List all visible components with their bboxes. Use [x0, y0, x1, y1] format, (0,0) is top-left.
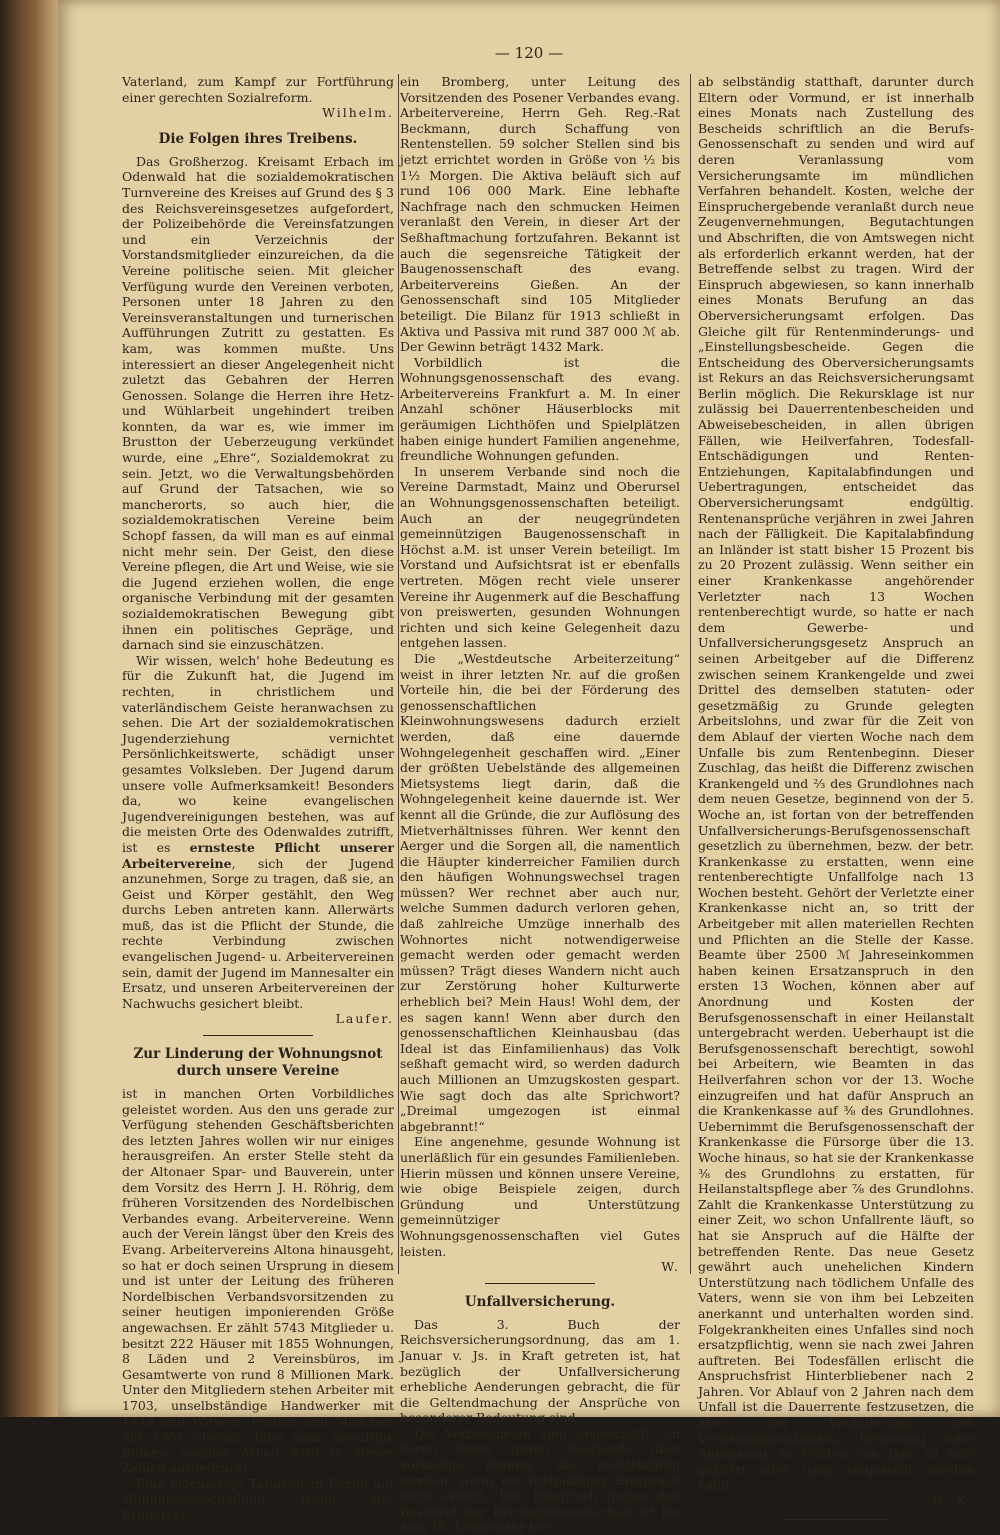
article-paragraph: Die „Westdeutsche Arbeiterzeitung“ weist in ihrer letzten Nr. auf die großen Vorteile hin, die bei der Förderung des genossenschaftlichen Kleinwohnungswesens dadurch erzielt werden, daß eine dauernde Wohngelegenheit geschaffen wird. „Einer der größten Uebelstände des allgemeinen Mietsystems liegt darin, daß die Wohngelegenheit keine dauernde ist. Wer kennt all die Gründe, die zur Auflösung des Mietverhältnisses führen. Wer kennt den Aerger und die Sorgen all, die namentlich die Häupter kinderreicher Familien durch den häufigen Wohnungswechsel tragen müssen? Wer rechnet aber auch nur, welche Summen dadurch verloren gehen, daß zahlreiche Umzüge innerhalb des Wohnortes nicht notwendigerweise gemacht werden oder gemacht werden müssen? Trägt dieses Wandern nicht auch zur Zerstörung hoher Kulturwerte erheblich bei? Mein Haus! Wohl dem, der es sagen kann! Wenn aber durch den genossenschaftlichen Kleinhausbau (das Ideal ist das Einfamilienhaus) das Volk seßhaft gemacht wird, so werden dadurch auch Millionen an Umzugskosten gespart. Wie sagt doch das alte Sprichwort? „Dreimal umgezogen ist einmal abgebrannt!“ — [400, 650, 680, 1134]
page-number: — 120 — — [494, 44, 564, 62]
article-paragraph: Vorbildlich ist die Wohnungsgenossenschaft des evang. Arbeitervereins Frankfurt a. M. In einer Anzahl schöner Häuserblocks mit geräumigen Lichthöfen und Spielplätzen haben einige hundert Familien angenehme, freundliche Wohnungen gefunden. — [400, 354, 680, 464]
column-right — [698, 74, 975, 1509]
article-title-unfallversicherung: Unfallversicherung. — [464, 1293, 616, 1310]
section-divider — [203, 1035, 313, 1036]
column-left — [122, 74, 394, 1523]
article-signature: W. — [661, 1259, 680, 1275]
article-paragraph: In unserem Verbande sind noch die Vereine Darmstadt, Mainz und Oberursel an Wohnungsgenossenschaften beteiligt. Auch an der neugegründeten gemeinnützigen Baugenossenschaft in Höchst a.M. ist unser Verein beteiligt. Im Vorstand und Aufsichtsrat ist er ebenfalls vertreten. Mögen recht viele unserer Vereine ihr Augenmerk auf die Beschaffung von preiswerten, gesunden Wohnungen richten und sich keine Gelegenheit dazu entgehen lassen. — [400, 463, 680, 651]
intro-signature: Wilhelm. — [322, 105, 394, 121]
intro-text: Vaterland, zum Kampf zur Fortführung einer gerechten Sozialreform. — [122, 74, 394, 105]
article-paragraph: ab selbständig statthaft, darunter durch Eltern oder Vormund, er ist innerhalb eines Monats nach Zustellung des Bescheids schriftlich an die Berufs-Genossenschaft zu senden und wird auf deren Veranlassung vom Versicherungsamte im mündlichen Verfahren behandelt. Kosten, welche der Einspruchergebende veranlaßt durch neue Zeugenvernehmungen, Begutachtungen und Abschriften, die von Amtswegen nicht als erforderlich erkannt werden, hat der Betreffende selbst zu tragen. Wird der Einspruch abgewiesen, so kann innerhalb eines Monats Berufung an das Oberversicherungsamt erfolgen. Das Gleiche gilt für Rentenminderungs- und „Einstellungsbescheide. Gegen die Entscheidung des Oberversicherungsamts ist Rekurs an das Reichsversicherungsamt Berlin möglich. Die Rekursklage ist nur zulässig bei Dauerrentenbescheiden und Abweisebescheiden, in allen übrigen Fällen, wie Heilverfahren, Todesfall-Entschädigungen und Renten-Entziehungen, Kapitalabfindungen und Uebertragungen, entscheidet das Oberversicherungsamt endgültig. Rentenansprüche verjähren in zwei Jahren nach der Fälligkeit. Die Kapitalabfindung an Inländer ist statt bisher 15 Prozent bis zu 20 Prozent zulässig. Wenn seither ein einer Krankenkasse angehörender Verletzter nach 13 Wochen rentenberechtigt wurde, so hatte er nach dem Gewerbe- und Unfallversicherungsgesetz Anspruch an seinen Arbeitgeber auf die Differenz zwischen seinem Krankengelde und zwei Drittel des demselben statuten- oder gesetzmäßig zu Grunde gelegten Arbeitslohns, und zwar für die Zeit von dem Ablauf der vierten Woche nach dem Unfalle bis zum Rentenbeginn. Dieser Zuschlag, das heißt die Differenz zwischen Krankengeld und ⅔ des Grundlohnes nach dem neuen Gesetze, beginnend von der 5. Woche an, ist fortan von der betreffenden Unfallversicherungs-Berufsgenossenschaft gesetzlich zu übernehmen, bezw. der betr. Krankenkasse zu erstatten, wenn eine rentenberechtigte Unfallfolge nach 13 Wochen besteht. Gehört der Verletzte einer Krankenkasse nicht an, so tritt der Arbeitgeber mit allen materiellen Rechten und Pflichten an die Stelle der Kasse. Beamte über 2500 ℳ Jahreseinkommen haben keinen Ersatzanspruch in den ersten 13 Wochen, können aber auf Anordnung und Kosten der Berufsgenossenschaft in einer Heilanstalt untergebracht werden. Ueberhaupt ist die Berufsgenossenschaft berechtigt, sowohl bei Arbeitern, wie Beamten in das Heilverfahren schon vor der 13. Woche einzugreifen und hat dafür Anspruch an die Krankenkasse auf ⅜ des Grundlohnes. Uebernimmt die Berufsgenossenschaft der Krankenkasse die Fürsorge über die 13. Woche hinaus, so hat sie der Krankenkasse ⅜ des Grundlohns zu erstatten, für Heilanstaltspflege aber ⅞ des Grundlohns. Zahlt die Krankenkasse Unterstützung zu einer Zeit, wo schon Unfallrente läuft, so hat sie Anspruch auf die Hälfte der betreffenden Rente. Das neue Gesetz gewährt auch unehelichen Kindern Unterstützung nach tödlichem Unfalle des Vaters, wenn sie von ihm bei Lebzeiten anerkannt und unterhalten worden sind. Folgekrankheiten eines Unfalles sind noch ersatzpflichtig, wenn sie nach zwei Jahren auftreten. Bei Todesfällen erlischt die Anspruchsfrist Hinterbliebener nach 2 Jahren. Vor Ablauf von 2 Jahren nach dem Unfall ist die Dauerrente festzusetzen, die aber bei Veränderung des Verletzungszustandes, Besserung oder Anpassung, in Fristen von Jahr zu Jahr gekürzt oder ganz eingestellt werden kann. — [698, 74, 975, 1493]
article-paragraph: Die Vorbescheide sind abgeschafft, an deren Stelle treten Bescheide über vorläufige Renten, die rechtskräftig werden, wenn ein fristmäßiger Einspruch nicht erfolgt. Der Einspruch gegen den Bescheid der Berufsgenossenschaft ist bis zum 16. Lebensjahr her- — [400, 1425, 680, 1535]
article-paragraph: Eine eigenartige Tätigkeit in Bezug auf Wohnungsbeschaffung treibt der Bruderver- — [122, 1475, 394, 1523]
article-paragraph: Das 3. Buch der Reichsversicherungsordnung, das am 1. Januar v. Js. in Kraft getreten ist, hat bezüglich der Unfallversicherung erhebliche Aenderungen gebracht, die für die Geltendmachung der Ansprüche von besonderer Bedeutung sind. — [400, 1316, 680, 1426]
section-divider — [781, 1519, 891, 1520]
column-middle — [400, 74, 680, 1535]
article-signature: H. K. — [931, 1493, 974, 1509]
article-title-folgen: Die Folgen ihres Treibens. — [158, 130, 358, 147]
article-paragraph: Eine angenehme, gesunde Wohnung ist unerläßlich für ein gesundes Familienleben. Hierin müssen und können unsere Vereine, wie obige Beispiele zeigen, durch Gründung und Unterstützung gemeinnütziger Wohnungsgenossenschaften viel Gutes leisten. — [400, 1134, 680, 1259]
article-paragraph: ist in manchen Orten Vorbildliches geleistet worden. Aus den uns gerade zur Verfügung stehenden Geschäftsberichten des letzten Jahres wollen wir nur einiges herausgreifen. An erster Stelle steht da der Altonaer Spar- und Bauverein, unter dem Vorsitz des Herrn J. H. Röhrig, dem früheren Vorsitzenden des Nordelbischen Verbandes evang. Arbeitervereine. Wenn auch der Verein längst über den Kreis des Evang. Arbeitervereins Altona hinausgeht, so hat er doch seinen Ursprung in diesem und ist unter der Leitung des früheren Nordelbischen Verbandsvorsitzenden zu seiner heutigen imponierenden Größe angewachsen. Er zählt 5743 Mitglieder u. besitzt 222 Häuser mit 1855 Wohnungen, 8 Läden und 2 Vereinsbüros, im Gesamtwerte von rund 8 Millionen Mark. Unter den Mitgliedern stehen Arbeiter mit 1703, unselbständige Handwerker mit 1349 und Witwen, Frauen und Mädchen mit 1951 obenan. Eine ganz gewaltige Summe sozialer Arbeit wird in diesen Zahlen ausgedrückt. — [122, 1086, 394, 1476]
emphasis-text: ernsteste Pflicht unserer Arbeitervereine — [122, 839, 394, 871]
column-rule-right — [690, 74, 691, 1274]
newspaper-page — [58, 0, 1000, 1535]
article-paragraph: Das Großherzog. Kreisamt Erbach im Odenwald hat die sozialdemokratischen Turnvereine des Kreises auf Grund des § 3 des Reichsvereinsgesetzes aufgefordert, der Polizeibehörde die Vereinsfatzungen und ein Verzeichnis der Vorstandsmitglieder einzureichen, da die Vereine politische seien. Mit gleicher Verfügung wurde den Vereinen verboten, Personen unter 18 Jahren zu den Vereinsveranstaltungen und turnerischen Aufführungen Zutritt zu gestatten. Es kam, was kommen mußte. Uns interessiert an dieser Angelegenheit nicht zuletzt das Gebahren der Herren Genossen. Solange die Herren ihre Hetz- und Wühlarbeit ungehindert treiben konnten, da war es, wie immer im Brustton der Ueberzeugung verkündet wurde, eine „Ehre“, Sozialdemokrat zu sein. Jetzt, wo die Verwaltungsbehörden auf Grund der Tatsachen, wie so mancherorts, so auch hier, die sozialdemokratischen Vereine beim Schopf fassen, da will man es auf einmal nicht mehr sein. Der Geist, den diese Vereine pflegen, die Art und Weise, wie sie die Jugend erziehen wollen, die enge organische Verbindung mit der gesamten sozialdemokratischen Bewegung gibt ihnen ein politisches Gepräge, und darnach sind sie einzuschätzen. — [122, 153, 394, 653]
column-rule-left — [398, 74, 399, 1274]
section-divider — [485, 1283, 595, 1284]
article-paragraph: ein Bromberg, unter Leitung des Vorsitzenden des Posener Verbandes evang. Arbeitervereine, Herrn Geh. Reg.-Rat Beckmann, durch Schaffung von Rentenstellen. 59 solcher Stellen sind bis jetzt errichtet worden in Größe von ½ bis 1½ Morgen. Die Aktiva beläuft sich auf rund 106 000 Mark. Eine lebhafte Nachfrage nach den schmucken Heimen veranlaßt den Verein, in dieser Art der Seßhaftmachung fortzufahren. Bekannt ist auch die segensreiche Tätigkeit der Baugenossenschaft des evang. Arbeitervereins Gießen. An der Genossenschaft sind 105 Mitglieder beteiligt. Die Bilanz für 1913 schließt in Aktiva und Passiva mit rund 387 000 ℳ ab. Der Gewinn beträgt 1432 Mark. — [400, 74, 680, 355]
article-paragraph: Wir wissen, welch' hohe Bedeutung es für die Zukunft hat, die Jugend im rechten, in christlichem und vaterländischem Geiste heranwachsen zu sehen. Die Art der sozialdemokratischen Jugenderziehung vernichtet Persönlichkeitswerte, schädigt unser gesamtes Volksleben. Der Jugend darum unsere volle Aufmerksamkeit! Besonders da, wo keine evangelischen Jugendvereinigungen bestehen, was auf die meisten Orte des Odenwaldes zutrifft, ist es ernsteste Pflicht unserer Arbeitervereine, sich der Jugend anzunehmen, Sorge zu tragen, daß sie, an Geist und Körper gestählt, den Weg durchs Leben antreten kann. Allerwärts muß, das ist die Pflicht der Stunde, die rechte Verbindung zwischen evangelischen Jugend- u. Arbeitervereinen sein, damit der Jugend im Mannesalter ein Ersatz, und unseren Arbeitervereinen der Nachwuchs gesichert bleibt. — [122, 652, 394, 1011]
book-spine-edge — [0, 0, 60, 1417]
article-signature: Laufer. — [335, 1011, 394, 1027]
article-title-wohnungsnot: Zur Linderung der Wohnungsnot durch unsere Vereine — [133, 1046, 383, 1080]
